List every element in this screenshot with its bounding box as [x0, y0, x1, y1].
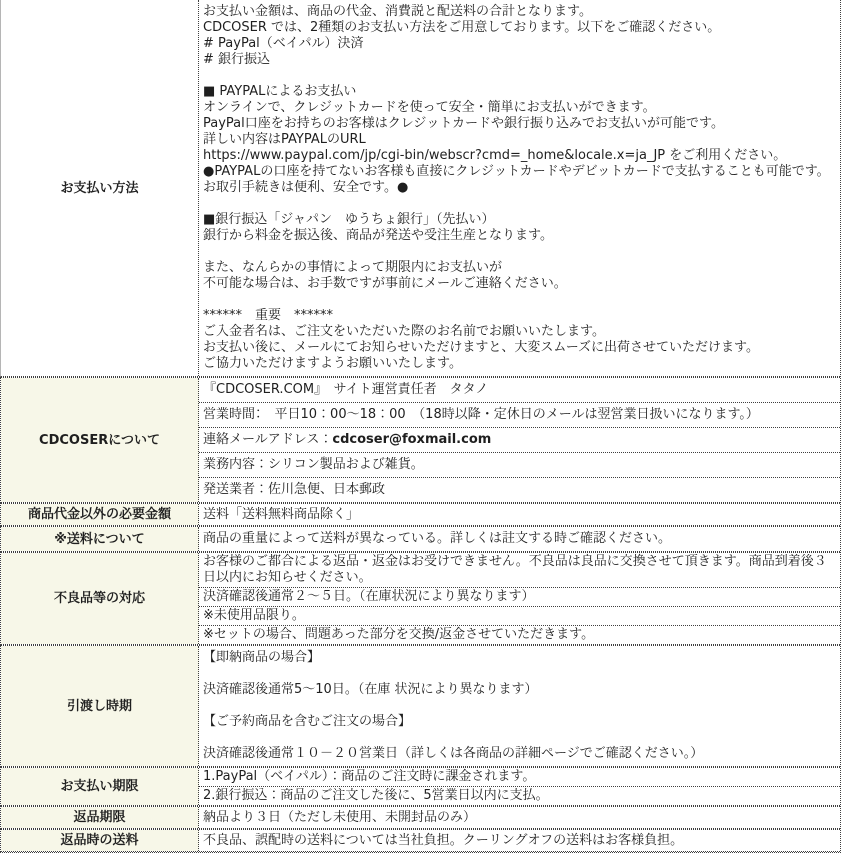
shipping-fee-note-content	[199, 527, 840, 551]
row-shipping-fee-note	[0, 526, 840, 552]
text-line: 業務内容：シリコン製品および雑貨。	[203, 457, 424, 472]
text-line: 決済確認後通常２～５日。（在庫状況により異なります）	[203, 589, 535, 604]
text-line: 【ご予約商品を含むご注文の場合】	[203, 714, 412, 729]
text-line: 営業時間： 平日10：00～18：00 （18時以降・定休日のメールは翌営業日扱いになります。）	[203, 407, 759, 422]
text-line: お客様のご都合による返品・返金はお受けできません。不良品は良品に交換させて頂きます。商品到着後３日以内にお知らせください。	[203, 554, 827, 585]
delivery-time-content	[199, 646, 840, 766]
row-header-defective-items: 不良品等の対応	[1, 553, 199, 644]
about-cell-0	[199, 378, 840, 402]
text-line: CDCOSER では、2種類のお支払い方法をご用意しております。以下をご確認ください。	[203, 20, 721, 35]
defective-items-cell-2	[199, 606, 840, 625]
payment-deadline-cell-0	[199, 768, 840, 786]
text-line: 【即納商品の場合】	[203, 650, 321, 665]
payment-deadline-cell-1	[199, 786, 840, 805]
text-line: PayPal口座をお持ちのお客様はクレジットカードや銀行振り込みでお支払いが可能です。	[203, 116, 724, 131]
text-line	[203, 698, 836, 714]
text-line	[203, 196, 836, 212]
row-header-delivery-time: 引渡し時期	[1, 646, 199, 766]
text-line: ****** 重要 ******	[203, 308, 334, 323]
text-line: 不可能な場合は、お手数ですが事前にメールご連絡ください。	[203, 276, 567, 291]
text-line: ■ PAYPALによるお支払い	[203, 84, 357, 99]
text-line: 2.銀行振込：商品のご注文した後に、5営業日以内に支払。	[203, 788, 549, 803]
defective-items-cell-0	[199, 553, 840, 587]
contact-email: cdcoser@foxmail.com	[332, 432, 492, 447]
row-header-about: CDCOSERについて	[1, 378, 199, 502]
row-return-shipping	[0, 829, 840, 852]
row-header-payment-deadline: お支払い期限	[1, 768, 199, 805]
text-line: https://www.paypal.com/jp/cgi-bin/webscr?cmd=_home&locale.x=ja_JP をご利用ください。	[203, 148, 787, 163]
text-line: ご協力いただけますようお願いいたします。	[203, 356, 462, 371]
row-return-deadline	[0, 806, 840, 829]
text-line: ※未使用品限り。	[203, 608, 305, 623]
text-line: # PayPal（ベイパル）決済	[203, 36, 364, 51]
text-line: また、なんらかの事情によって期限内にお支払いが	[203, 260, 503, 275]
text-line: 不良品、誤配時の送料については当社負担。クーリングオフの送料はお客様負担。	[203, 832, 684, 848]
text-line: ご入金者名は、ご注文をいただいた際のお名前でお願いいたします。	[203, 324, 605, 339]
extra-charges-content	[199, 504, 840, 525]
text-line: 納品より３日（ただし未使用、未開封品のみ）	[203, 809, 477, 825]
return-shipping-content	[199, 830, 840, 851]
delivery-time-cell-0	[199, 646, 840, 766]
text-line: ※セットの場合、問題あった部分を交換/返金させていただきます。	[203, 627, 595, 642]
text-line	[203, 432, 836, 448]
about-cell-4	[199, 477, 840, 502]
payment-method-cell-0	[199, 0, 840, 376]
about-cell-2	[199, 427, 840, 452]
payment-method-content	[199, 0, 840, 376]
row-header-return-shipping: 返品時の送料	[1, 830, 199, 851]
text-line: 1.PayPal（ベイパル）：商品のご注文時に課金されます。	[203, 769, 536, 784]
text-line	[203, 68, 836, 84]
row-header-return-deadline: 返品期限	[1, 807, 199, 828]
shipping-fee-note-cell-0	[199, 527, 840, 551]
return-deadline-cell-0	[199, 808, 840, 828]
text-line: オンラインで、クレジットカードを使って安全・簡単にお支払いができます。	[203, 100, 656, 115]
text-line: 発送業者：佐川急便、日本郵政	[203, 482, 386, 497]
about-cell-3	[199, 452, 840, 477]
text-line	[203, 244, 836, 260]
row-payment-method	[0, 0, 840, 377]
text-line: 商品の重量によって送料が異なっている。詳しくは註文する時ご確認ください。	[203, 531, 672, 546]
text-line: 決済確認後通常5～10日。（在庫 状況により異なります）	[203, 682, 538, 697]
text-line: 送料「送料無料商品除く」	[203, 506, 360, 522]
payment-deadline-content	[199, 768, 840, 805]
text-line: お取引手続きは便利、安全です。●	[203, 180, 409, 195]
text-line	[203, 292, 836, 308]
text-line: # 銀行振込	[203, 52, 271, 67]
row-header-payment-method: お支払い方法	[1, 0, 199, 376]
defective-items-cell-1	[199, 587, 840, 606]
text-line: 詳しい内容はPAYPALのURL	[203, 132, 366, 147]
text-line	[203, 666, 836, 682]
row-header-extra-charges: 商品代金以外の必要金額	[1, 504, 199, 525]
about-cell-1	[199, 402, 840, 427]
text-line: お支払い金額は、商品の代金、消費説と配送料の合計となります。	[203, 4, 592, 19]
defective-items-cell-3	[199, 625, 840, 644]
text-line: ■銀行振込「ジャパン ゆうちょ銀行」（先払い）	[203, 212, 495, 227]
row-payment-deadline	[0, 767, 840, 806]
text-line	[203, 730, 836, 746]
text-line: ●PAYPALの口座を持てないお客様も直接にクレジットカードやデビットカードで支払することも可能です。	[203, 164, 830, 179]
text-line: 銀行から料金を振込後、商品が発送や受注生産となります。	[203, 228, 553, 243]
text-line: 決済確認後通常１０－２０営業日（詳しくは各商品の詳細ページでご確認ください。）	[203, 746, 704, 761]
text-line: 『CDCOSER.COM』 サイト運営責任者 タタノ	[203, 382, 489, 397]
row-defective-items	[0, 552, 840, 645]
text-line: お支払い後に、メールにてお知らせいただけますと、大変スムーズに出荷させていただけます。	[203, 340, 760, 355]
extra-charges-cell-0	[199, 505, 840, 525]
row-extra-charges	[0, 503, 840, 526]
row-delivery-time	[0, 645, 840, 767]
defective-items-content	[199, 553, 840, 644]
row-about	[0, 377, 840, 503]
contact-email-label: 連絡メールアドレス：	[203, 432, 333, 447]
row-header-shipping-fee-note: ※送料について	[1, 527, 199, 551]
return-deadline-content	[199, 807, 840, 828]
return-shipping-cell-0	[199, 831, 840, 851]
about-content	[199, 378, 840, 502]
